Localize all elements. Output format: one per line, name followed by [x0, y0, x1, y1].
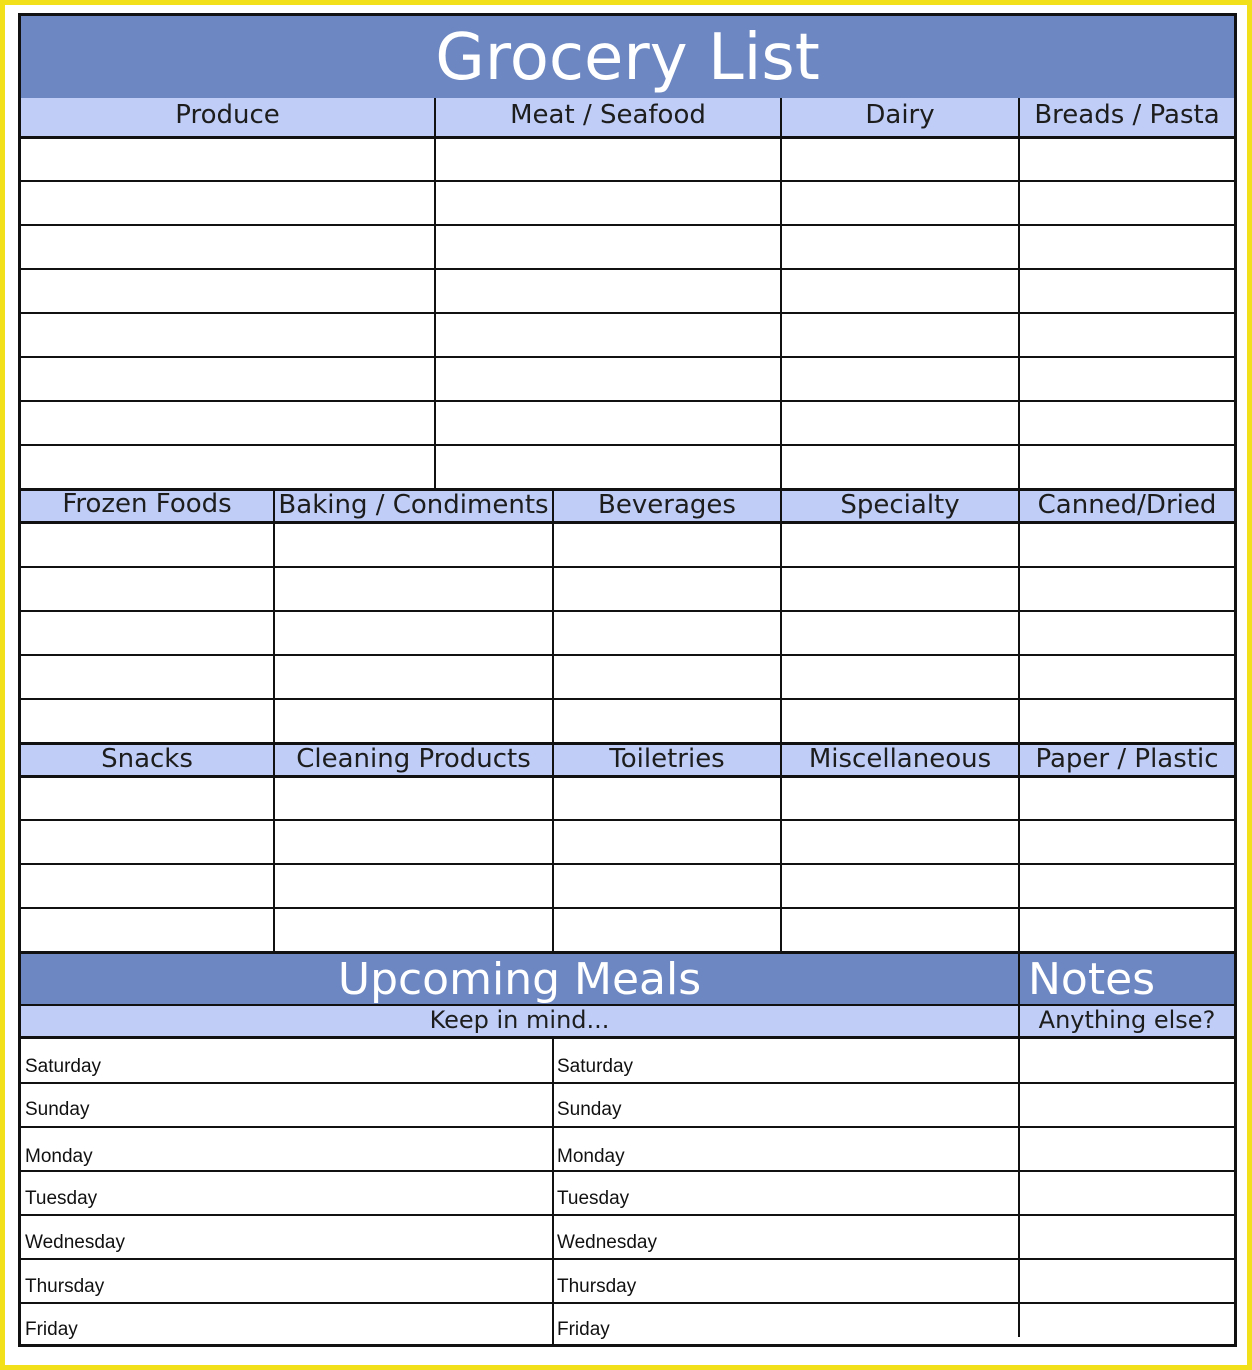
section1-entry-cell[interactable]: [1020, 446, 1234, 487]
meal-entry-cell[interactable]: [681, 1170, 1018, 1211]
section1-entry-cell[interactable]: [436, 402, 780, 443]
section2-entry-cell[interactable]: [275, 699, 552, 740]
section2-entry-cell[interactable]: [1020, 655, 1234, 696]
section2-entry-cell[interactable]: [21, 523, 273, 564]
meal-day-left-tuesday: Tuesday: [25, 1188, 98, 1209]
section1-entry-cell[interactable]: [436, 358, 780, 399]
notes-entry-cell[interactable]: [1020, 1258, 1234, 1299]
section1-entry-cell[interactable]: [1020, 226, 1234, 267]
section3-entry-cell[interactable]: [21, 865, 273, 906]
section1-entry-cell[interactable]: [436, 270, 780, 311]
section1-entry-cell[interactable]: [1020, 182, 1234, 223]
grocery-list-sheet: [18, 13, 1237, 1347]
notes-entry-cell[interactable]: [1020, 1038, 1234, 1079]
meal-day-left-sunday: Sunday: [25, 1099, 90, 1120]
section3-entry-cell[interactable]: [21, 909, 273, 950]
section2-entry-cell[interactable]: [1020, 611, 1234, 652]
section1-entry-cell[interactable]: [436, 138, 780, 179]
meal-day-right-wednesday: Wednesday: [557, 1232, 657, 1253]
section3-entry-cell[interactable]: [275, 821, 552, 862]
section1-entry-cell[interactable]: [782, 446, 1018, 487]
meal-day-right-thursday: Thursday: [557, 1276, 637, 1297]
meal-day-right-tuesday: Tuesday: [557, 1188, 630, 1209]
category-header-dairy: Dairy: [782, 98, 1020, 136]
meal-entry-cell[interactable]: [151, 1082, 552, 1123]
section1-entry-cell[interactable]: [21, 138, 434, 179]
section3-entry-cell[interactable]: [275, 865, 552, 906]
section2-entry-cell[interactable]: [1020, 523, 1234, 564]
section1-entry-cell[interactable]: [436, 226, 780, 267]
meal-day-left-saturday: Saturday: [25, 1056, 102, 1077]
meal-entry-cell[interactable]: [151, 1126, 552, 1167]
category-header-produce: Produce: [21, 98, 436, 136]
meal-day-left-wednesday: Wednesday: [25, 1232, 125, 1253]
meal-day-right-saturday: Saturday: [557, 1056, 634, 1077]
category-header-paper-plastic: Paper / Plastic: [1020, 745, 1234, 775]
section2-entry-cell[interactable]: [554, 655, 780, 696]
category-header-breads-pasta: Breads / Pasta: [1020, 98, 1234, 136]
section2-entry-cell[interactable]: [554, 699, 780, 740]
section2-entry-cell[interactable]: [782, 523, 1018, 564]
section1-entry-cell[interactable]: [1020, 402, 1234, 443]
category-header-miscellaneous: Miscellaneous: [782, 745, 1020, 775]
section2-entry-cell[interactable]: [275, 655, 552, 696]
section1-entry-cell[interactable]: [21, 446, 434, 487]
section2-entry-cell[interactable]: [554, 567, 780, 608]
meal-day-right-monday: Monday: [557, 1146, 625, 1167]
meal-day-right-friday: Friday: [557, 1319, 610, 1340]
meal-entry-cell[interactable]: [151, 1214, 552, 1255]
section1-entry-cell[interactable]: [782, 314, 1018, 355]
section3-entry-cell[interactable]: [21, 777, 273, 818]
section1-entry-cell[interactable]: [21, 314, 434, 355]
notes-entry-cell[interactable]: [1020, 1082, 1234, 1123]
section1-entry-cell[interactable]: [21, 226, 434, 267]
meal-day-left-thursday: Thursday: [25, 1276, 105, 1297]
section2-entry-cell[interactable]: [275, 523, 552, 564]
section2-entry-cell[interactable]: [782, 567, 1018, 608]
category-header-canned-dried: Canned/Dried: [1020, 491, 1234, 521]
section2-entry-cell[interactable]: [782, 611, 1018, 652]
section1-entry-cell[interactable]: [1020, 270, 1234, 311]
section3-entry-cell[interactable]: [1020, 909, 1234, 950]
section1-entry-cell[interactable]: [782, 270, 1018, 311]
section3-entry-cell[interactable]: [275, 777, 552, 818]
section3-entry-cell[interactable]: [1020, 865, 1234, 906]
section2-entry-cell[interactable]: [782, 699, 1018, 740]
section3-entry-cell[interactable]: [782, 865, 1018, 906]
category-header-snacks: Snacks: [21, 745, 275, 775]
section1-entry-cell[interactable]: [782, 402, 1018, 443]
notes-entry-cell[interactable]: [1020, 1126, 1234, 1167]
notes-entry-cell[interactable]: [1020, 1214, 1234, 1255]
section3-entry-cell[interactable]: [21, 821, 273, 862]
section3-entry-cell[interactable]: [554, 865, 780, 906]
category-header-cleaning-products: Cleaning Products: [275, 745, 554, 775]
meal-entry-cell[interactable]: [151, 1038, 552, 1079]
section3-entry-cell[interactable]: [1020, 777, 1234, 818]
section1-entry-cell[interactable]: [782, 226, 1018, 267]
section3-entry-cell[interactable]: [1020, 821, 1234, 862]
page-title: Grocery List: [21, 16, 1234, 101]
section3-entry-cell[interactable]: [275, 909, 552, 950]
section2-entry-cell[interactable]: [275, 611, 552, 652]
section2-entry-cell[interactable]: [21, 655, 273, 696]
section2-entry-cell[interactable]: [21, 611, 273, 652]
meal-day-right-sunday: Sunday: [557, 1099, 622, 1120]
section2-entry-cell[interactable]: [275, 567, 552, 608]
section3-entry-cell[interactable]: [554, 777, 780, 818]
column-line: [552, 1036, 554, 1344]
section2-entry-cell[interactable]: [21, 567, 273, 608]
section3-entry-cell[interactable]: [782, 909, 1018, 950]
meal-entry-cell[interactable]: [681, 1258, 1018, 1299]
section3-entry-cell[interactable]: [782, 777, 1018, 818]
category-header-meat-seafood: Meat / Seafood: [436, 98, 782, 136]
meal-day-left-monday: Monday: [25, 1146, 93, 1167]
meal-entry-cell[interactable]: [681, 1126, 1018, 1167]
section2-entry-cell[interactable]: [1020, 699, 1234, 740]
section3-entry-cell[interactable]: [554, 909, 780, 950]
section1-entry-cell[interactable]: [782, 138, 1018, 179]
section1-entry-cell[interactable]: [436, 314, 780, 355]
meal-entry-cell[interactable]: [681, 1082, 1018, 1123]
meal-entry-cell[interactable]: [151, 1170, 552, 1211]
section3-entry-cell[interactable]: [782, 821, 1018, 862]
section1-entry-cell[interactable]: [21, 358, 434, 399]
category-header-specialty: Specialty: [782, 491, 1020, 521]
section1-entry-cell[interactable]: [21, 182, 434, 223]
meal-entry-cell[interactable]: [681, 1214, 1018, 1255]
section2-entry-cell[interactable]: [782, 655, 1018, 696]
section3-entry-cell[interactable]: [554, 821, 780, 862]
notes-entry-cell[interactable]: [1020, 1302, 1234, 1343]
meal-entry-cell[interactable]: [151, 1258, 552, 1299]
section1-entry-cell[interactable]: [782, 358, 1018, 399]
category-header-beverages: Beverages: [554, 491, 782, 521]
section1-entry-cell[interactable]: [1020, 138, 1234, 179]
section2-entry-cell[interactable]: [554, 523, 780, 564]
section1-entry-cell[interactable]: [782, 182, 1018, 223]
section2-entry-cell[interactable]: [554, 611, 780, 652]
category-header-baking-condiments: Baking / Condiments: [275, 491, 554, 521]
meal-day-left-friday: Friday: [25, 1319, 78, 1340]
notes-title: Notes: [1020, 954, 1234, 1004]
category-header-frozen-foods: Frozen Foods: [21, 491, 275, 521]
upcoming-meals-title: Upcoming Meals: [21, 954, 1018, 1004]
upcoming-meals-subtitle: Keep in mind...: [21, 1006, 1018, 1036]
section1-entry-cell[interactable]: [21, 270, 434, 311]
category-header-toiletries: Toiletries: [554, 745, 782, 775]
meal-entry-cell[interactable]: [681, 1038, 1018, 1079]
section2-entry-cell[interactable]: [21, 699, 273, 740]
section1-entry-cell[interactable]: [436, 446, 780, 487]
meal-entry-cell[interactable]: [681, 1302, 1018, 1343]
meal-entry-cell[interactable]: [151, 1302, 552, 1343]
notes-subtitle: Anything else?: [1020, 1006, 1234, 1036]
section1-entry-cell[interactable]: [1020, 358, 1234, 399]
section2-entry-cell[interactable]: [1020, 567, 1234, 608]
section1-entry-cell[interactable]: [1020, 314, 1234, 355]
section1-entry-cell[interactable]: [436, 182, 780, 223]
section1-entry-cell[interactable]: [21, 402, 434, 443]
notes-entry-cell[interactable]: [1020, 1170, 1234, 1211]
